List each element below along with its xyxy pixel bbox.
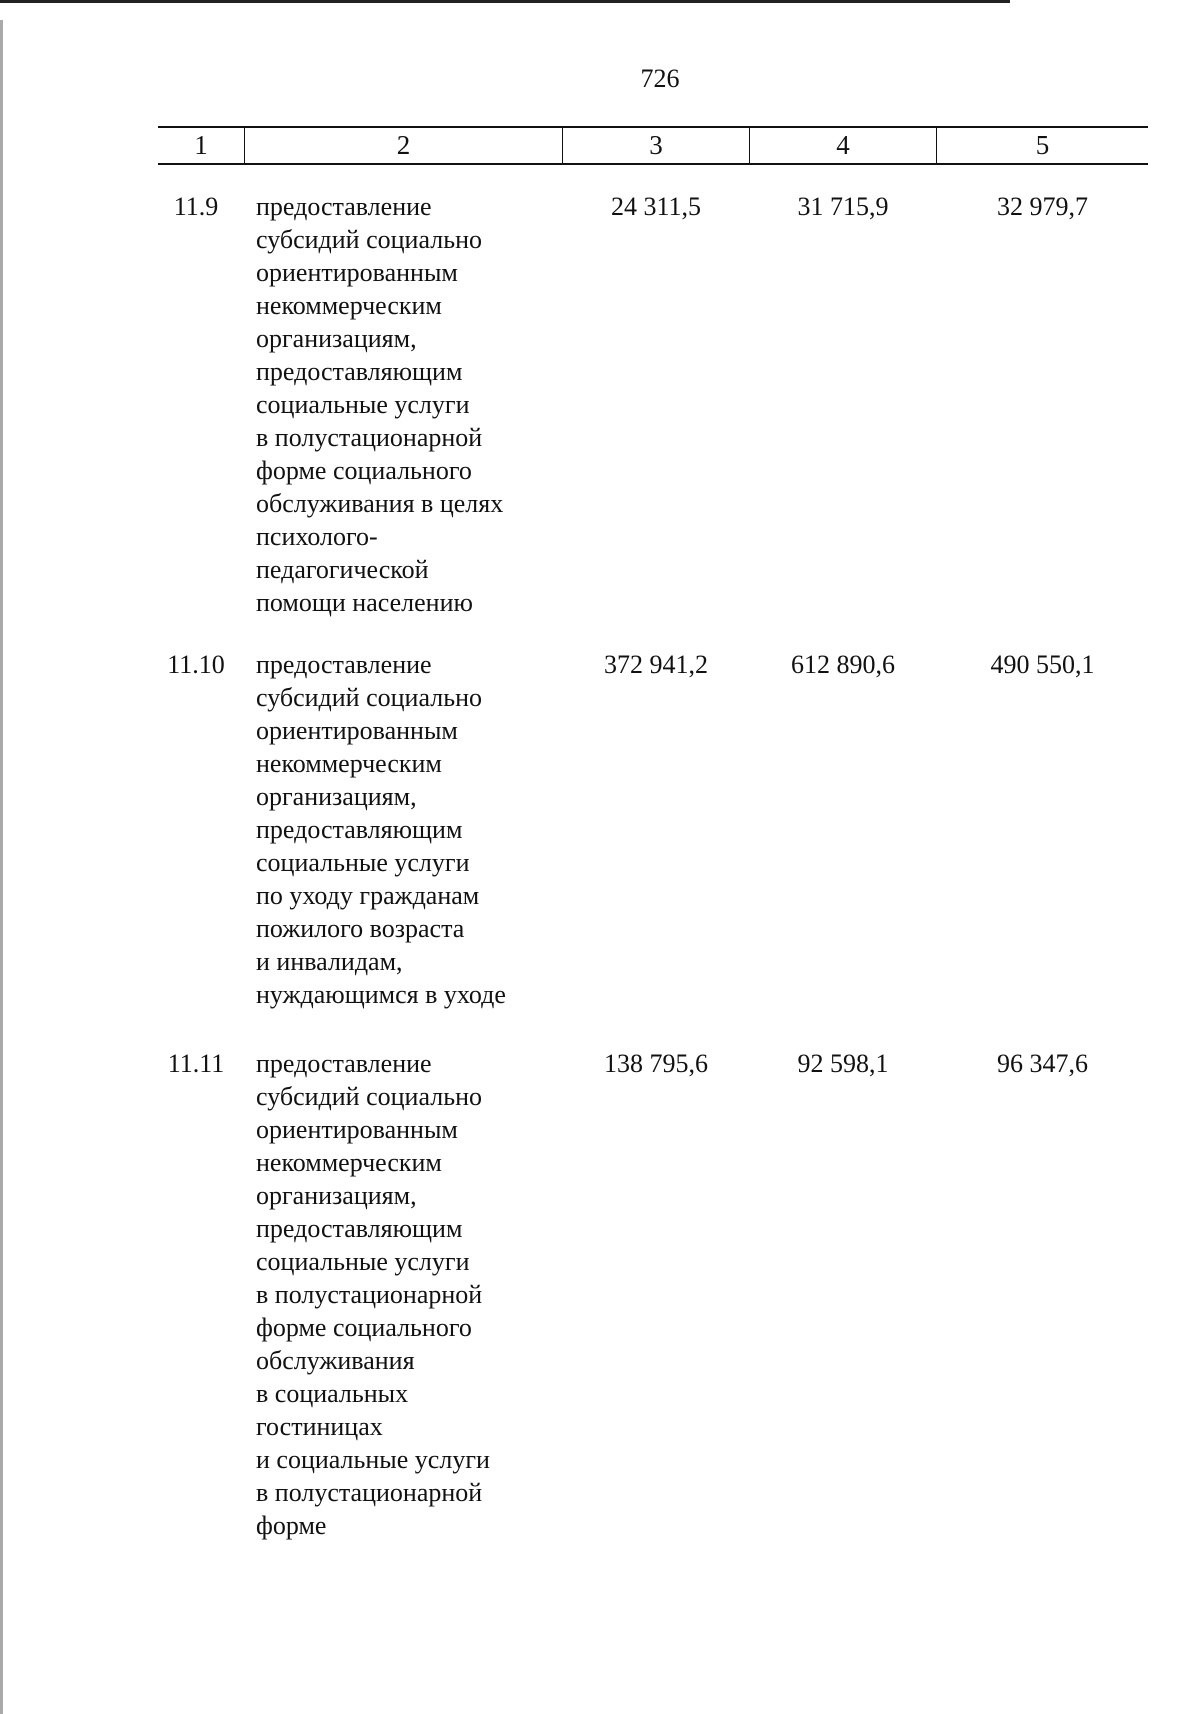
- scan-edge-left: [0, 20, 3, 1714]
- row-value-col-3: 24 311,5: [610, 192, 702, 221]
- row-description: предоставление субсидий социально ориентированным некоммерческим организациям, предоставляющим социальные услуги в полустационарной форме социального обслуживания в целях психолого- педагогической помощи населению: [256, 192, 504, 617]
- table-header: [158, 126, 1148, 165]
- row-value-col-5: 490 550,1: [990, 650, 1095, 679]
- row-number: 11.11: [167, 1049, 225, 1078]
- row-value-col-4: 92 598,1: [797, 1049, 889, 1078]
- header-col-1: 1: [194, 130, 208, 160]
- row-description: предоставление субсидий социально ориентированным некоммерческим организациям, предоставляющим социальные услуги по уходу гражданам пожилого возраста и инвалидам, нуждающимся в уходе: [256, 650, 506, 1009]
- header-col-4: 4: [836, 130, 850, 160]
- header-col-2: 2: [396, 130, 411, 160]
- scan-edge-top: [0, 0, 1010, 3]
- page-number: 726: [640, 64, 680, 93]
- row-value-col-5: 32 979,7: [997, 192, 1088, 221]
- header-col-3: 3: [649, 130, 663, 160]
- row-value-col-4: 612 890,6: [791, 650, 895, 679]
- row-value-col-3: 372 941,2: [604, 650, 708, 679]
- row-description: предоставление субсидий социально ориентированным некоммерческим организациям, предоставляющим социальные услуги в полустационарной форме социального обслуживания в социальных гостиницах и социальные услуги в полустационарной форме: [256, 1049, 490, 1540]
- row-value-col-5: 96 347,6: [997, 1049, 1088, 1078]
- header-col-5: 5: [1035, 130, 1050, 160]
- row-value-col-4: 31 715,9: [797, 192, 889, 221]
- row-number: 11.9: [173, 192, 219, 221]
- row-number: 11.10: [167, 650, 225, 679]
- row-value-col-3: 138 795,6: [604, 1049, 708, 1078]
